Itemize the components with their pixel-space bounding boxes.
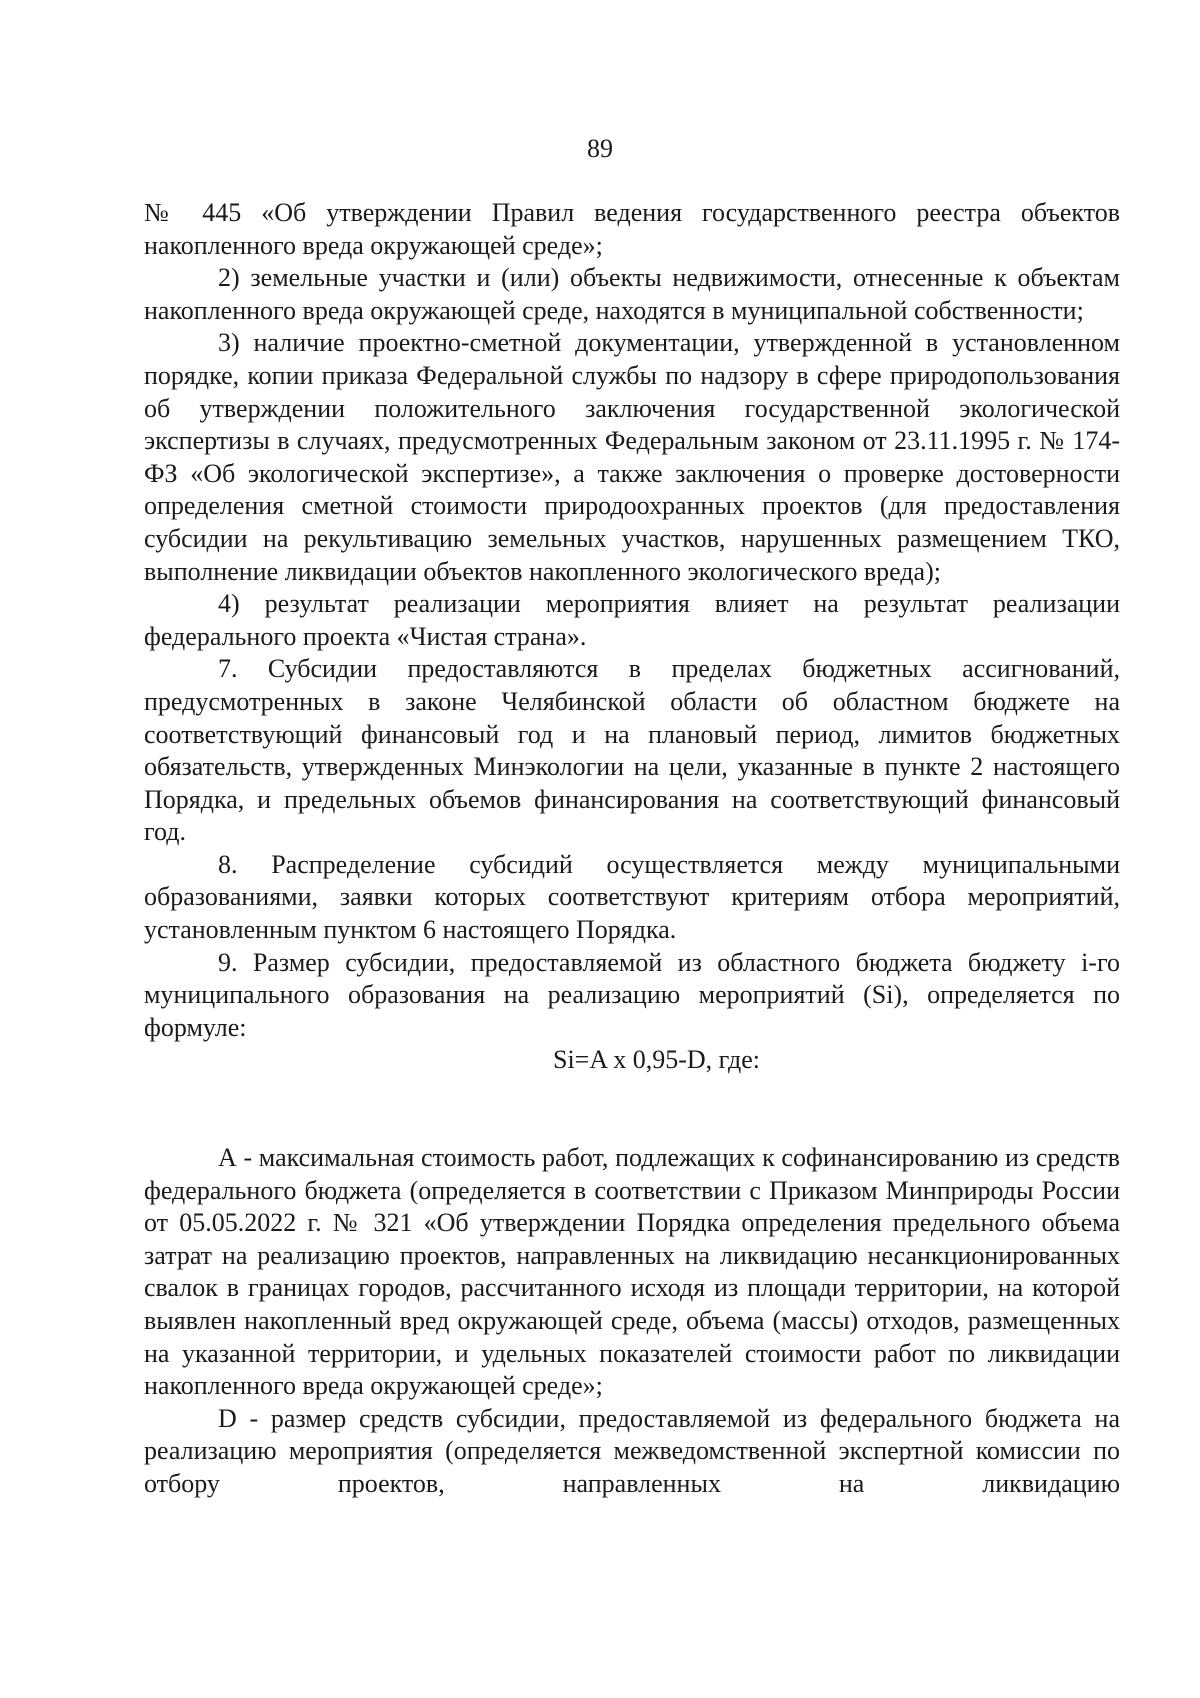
definition-d: D - размер средств субсидии, предоставляемой из федерального бюджета на реализацию мероприятия (определяется межведомственной экспертной комиссии по отбору проектов, направленных на ликвидацию xyxy=(144,1403,1120,1498)
paragraph-item-4: 4) результат реализации мероприятия влияет на результат реализации федерального проекта «Чистая страна». xyxy=(144,589,1120,651)
paragraph-item-3: 3) наличие проектно-сметной документации, утвержденной в установленном порядке, копии приказа Федеральной службы по надзору в сфере природопользования об утверждении положительного заключения государственной экологической экспертизы в случаях, предусмотренных Федеральным законом от 23.11.1995 г. № 174-ФЗ «Об экологической экспертизе», а также заключения о проверке достоверности определения сметной стоимости природоохранных проектов (для предоставления субсидии на рекультивацию земельных участков, нарушенных размещением ТКО, выполнение ликвидации объектов накопленного экологического вреда); xyxy=(144,328,1120,586)
paragraph-clause-8: 8. Распределение субсидий осуществляется между муниципальными образованиями, заявки которых соответствуют критериям отбора мероприятий, установленным пунктом 6 настоящего Порядка. xyxy=(144,849,1120,945)
page-number: 89 xyxy=(587,134,613,163)
paragraph-continuation: № 445 «Об утверждении Правил ведения государственного реестра объектов накопленного вреда окружающей среде»; xyxy=(144,198,1120,260)
paragraph-clause-7: 7. Субсидии предоставляются в пределах бюджетных ассигнований, предусмотренных в законе Челябинской области об областном бюджете на соответствующий финансовый год и на плановый период, лимитов бюджетных обязательств, утвержденных Минэкологии на цели, указанные в пункте 2 настоящего Порядка, и предельных объемов финансирования на соответствующий финансовый год. xyxy=(144,654,1120,847)
formula: Si=A x 0,95-D, где: xyxy=(553,1045,760,1075)
document-body xyxy=(144,197,1120,1501)
definition-a: А - максимальная стоимость работ, подлежащих к софинансированию из средств федерального бюджета (определяется в соответствии с Приказом Минприроды России от 05.05.2022 г. № 321 «Об утверждении Порядка определения предельного объема затрат на реализацию проектов, направленных на ликвидацию несанкционированных свалок в границах городов, рассчитанного исходя из площади территории, на которой выявлен накопленный вред окружающей среде, объема (массы) отходов, размещенных на указанной территории, и удельных показателей стоимости работ по ликвидации накопленного вреда окружающей среде»; xyxy=(144,1143,1120,1401)
paragraph-clause-9: 9. Размер субсидии, предоставляемой из областного бюджета бюджету i-го муниципального образования на реализацию мероприятий (Si), определяется по формуле: xyxy=(144,947,1120,1042)
paragraph-item-2: 2) земельные участки и (или) объекты недвижимости, отнесенные к объектам накопленного вреда окружающей среде, находятся в муниципальной собственности; xyxy=(144,263,1120,325)
